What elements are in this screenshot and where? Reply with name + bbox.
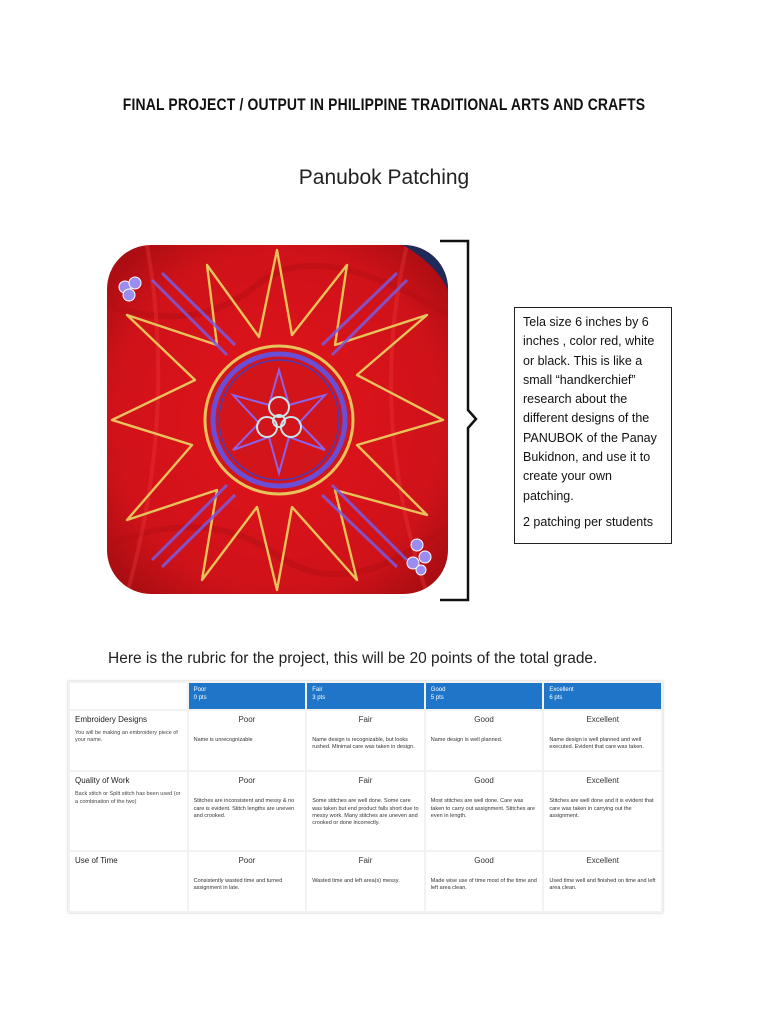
rating-level: Poor <box>238 776 256 786</box>
rating-description: Stitches are well done and it is evident that care was taken in carrying out the assignment. <box>549 798 654 819</box>
rubric-row-embroidery <box>70 711 661 770</box>
rubric-header-fair <box>307 683 424 709</box>
rating-level: Good <box>474 715 494 724</box>
rating-description: Name design is well planned and well executed. Evident that care was taken. <box>549 737 644 751</box>
level-points: 3 pts <box>312 695 326 701</box>
rating-description: Used time well and finished on time and left area clean. <box>549 878 656 892</box>
rubric-header-blank <box>70 683 187 709</box>
note-paragraph-2: 2 patching per students <box>523 514 653 529</box>
rating-cell <box>189 852 306 911</box>
rating-level: Good <box>474 855 494 865</box>
level-points: 6 pts <box>549 695 563 701</box>
criterion-title: Embroidery Designs <box>75 715 148 724</box>
page-subtitle: Panubok Patching <box>298 166 470 189</box>
rubric-header-good <box>426 683 543 709</box>
rating-level: Poor <box>238 715 256 724</box>
page-heading: FINAL PROJECT / OUTPUT IN PHILIPPINE TRADITIONAL ARTS AND CRAFTS <box>122 95 646 114</box>
rating-cell <box>544 852 661 911</box>
project-note-box <box>514 307 672 544</box>
rubric-intro: Here is the rubric for the project, this will be 20 points of the total grade. <box>108 650 598 667</box>
criterion-description: You will be making an embroidery piece of your name. <box>75 730 178 744</box>
rating-level: Excellent <box>586 715 619 724</box>
rubric-header-poor <box>189 683 306 709</box>
rating-cell <box>189 711 306 770</box>
rating-level: Poor <box>238 855 256 865</box>
level-name: Excellent <box>549 687 574 693</box>
rubric-header-row <box>70 683 661 709</box>
rating-level: Fair <box>358 715 373 724</box>
rating-level: Good <box>474 776 494 786</box>
rubric-header-excellent <box>544 683 661 709</box>
level-name: Good <box>430 687 446 693</box>
criterion-cell <box>70 852 187 911</box>
rating-level: Fair <box>358 776 373 786</box>
rating-description: Most stitches are well done. Care was taken to carry out assignment. Stitches are even in length. <box>430 798 536 819</box>
level-name: Fair <box>312 687 323 693</box>
note-paragraph-1: Tela size 6 inches by 6 inches , color red, white or black. This is like a small “handkerchief” research about the different designs of the PANUBOK of the Panay Bukidnon, and use it to create your own patching. <box>523 315 657 503</box>
rating-description: Wasted time and left area(s) messy. <box>312 878 400 885</box>
rubric-row-quality <box>70 772 661 850</box>
rating-description: Name design is well planned. <box>430 737 503 744</box>
rating-description: Stitches are inconsistent and messy & no care is evident. Stitch lengths are uneven and crooked. <box>193 798 295 819</box>
rating-description: Made wise use of time most of the time and left area clean. <box>430 878 537 892</box>
level-points: 5 pts <box>430 695 444 701</box>
level-points: 0 pts <box>193 695 207 701</box>
rating-cell <box>189 772 306 850</box>
criterion-title: Use of Time <box>75 855 118 865</box>
rating-level: Excellent <box>586 855 619 865</box>
rating-cell <box>307 711 424 770</box>
rating-cell <box>544 711 661 770</box>
criterion-description: Back stitch or Split stitch has been used (or a combination of the two) <box>75 791 181 805</box>
rubric-table <box>68 681 663 913</box>
rating-cell <box>544 772 661 850</box>
rating-cell <box>307 852 424 911</box>
rating-level: Excellent <box>586 776 619 786</box>
panubok-photo <box>107 245 448 594</box>
criterion-title: Quality of Work <box>75 776 130 786</box>
rating-cell <box>426 711 543 770</box>
rating-description: Name design is recognizable, but looks rushed. Minimal care was taken in design. <box>312 737 415 751</box>
rating-cell <box>426 852 543 911</box>
criterion-cell <box>70 711 187 770</box>
right-brace <box>438 238 478 608</box>
rating-description: Some stitches are well done. Some care was taken but end product falls short due to messy work. Many stitches are uneven and crooked or done incorrectly. <box>312 798 419 826</box>
criterion-cell <box>70 772 187 850</box>
rating-cell <box>426 772 543 850</box>
level-name: Poor <box>193 687 207 693</box>
rating-cell <box>307 772 424 850</box>
rating-description: Name is unrecognizable <box>193 737 253 744</box>
rubric-row-time <box>70 852 661 911</box>
rating-description: Consistently wasted time and turned assignment in late. <box>193 878 283 892</box>
rating-level: Fair <box>358 855 373 865</box>
